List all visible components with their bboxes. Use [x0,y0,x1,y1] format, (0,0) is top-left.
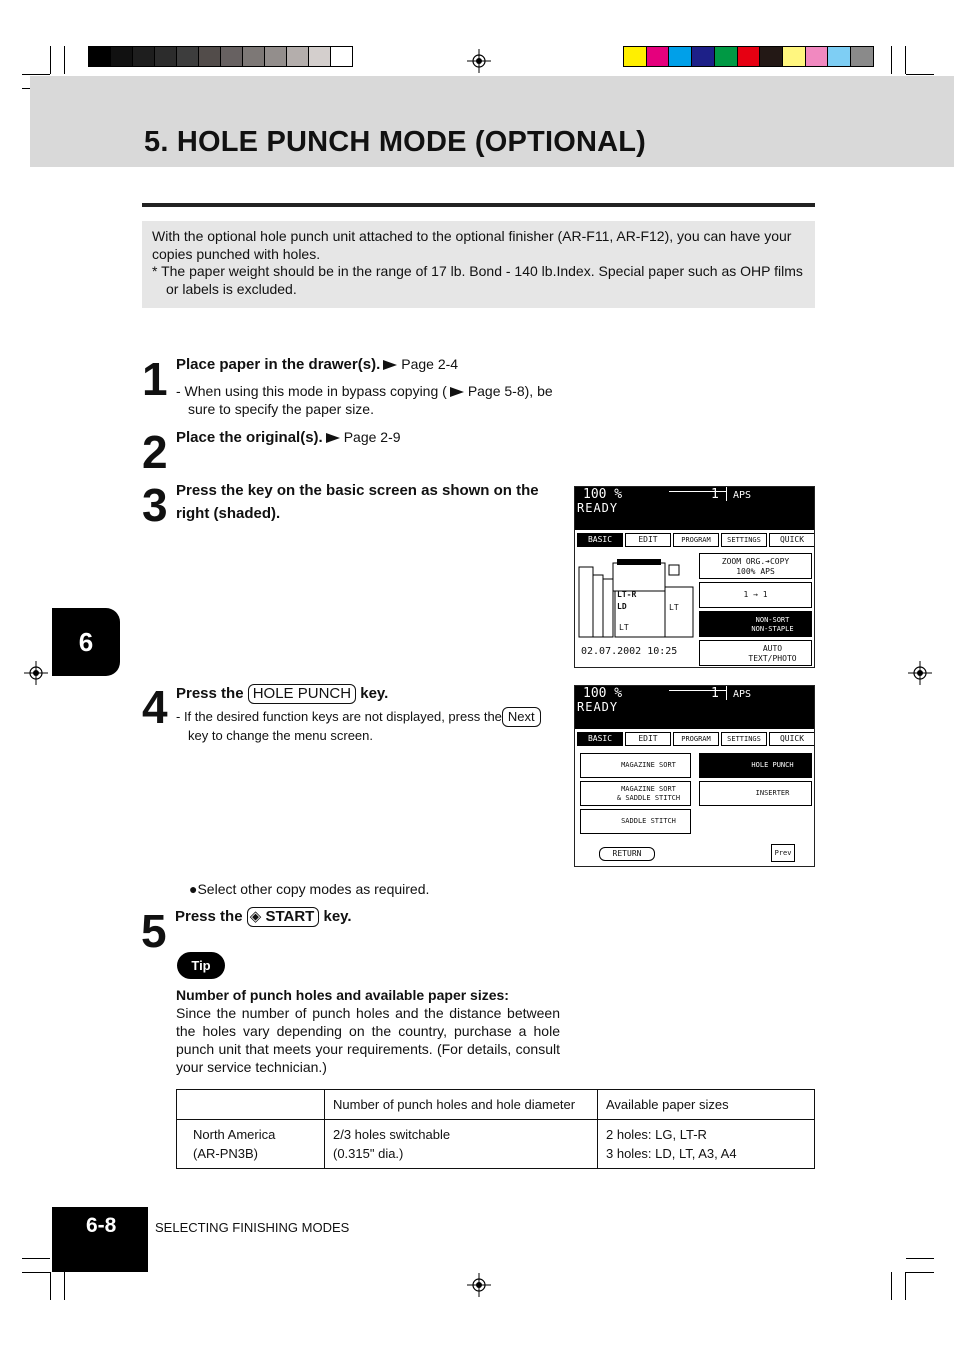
inserter-button[interactable]: INSERTER [699,781,812,806]
table-header-cell [177,1090,325,1120]
title-rule [142,203,815,207]
step-title [176,353,458,376]
tab-quick[interactable]: QUICK [769,533,815,547]
registration-mark-icon [24,661,48,685]
tab-settings[interactable]: SETTINGS [721,732,767,746]
step-title-text: Place paper in the drawer(s). [176,356,381,373]
tab-edit[interactable]: EDIT [625,533,671,547]
start-key: ◈ START [247,907,320,927]
gray-swatch [176,46,199,67]
status-text: READY [577,501,619,515]
color-swatch [850,46,874,67]
gray-swatch [286,46,309,67]
page-ref: Page 2-4 [401,356,459,372]
table-header-row [177,1090,815,1120]
tab-quick[interactable]: QUICK [769,732,815,746]
start-icon: ◈ [249,908,262,925]
image-mode-button[interactable]: AUTO TEXT/PHOTO [699,640,812,666]
screen-status-bar [575,686,814,729]
sort-staple-button[interactable]: NON-SORT NON-STAPLE [699,611,812,637]
registration-mark-icon [467,1273,491,1297]
step-number: 3 [142,479,168,531]
registration-mark-icon [467,49,491,73]
tip-heading: Number of punch holes and available paper sizes: [176,987,509,1003]
step-title: Press the key on the basic screen as shown on the right (shaded). [176,482,539,522]
tab-settings[interactable]: SETTINGS [721,533,767,547]
table-cell: 2/3 holes switchable (0.315" dia.) [325,1120,598,1169]
step-title: Press the HOLE PUNCH key. [176,685,389,702]
step-title [176,426,401,449]
step-title-text: Place the original(s). [176,429,323,446]
intro-note: * The paper weight should be in the range of 17 lb. Bond - 140 lb.Index. Special paper such as OHP films or labels is excluded. [152,263,803,297]
step-detail [176,382,566,418]
color-swatch [691,46,715,67]
step-number: 1 [142,353,168,405]
intro-text: With the optional hole punch unit attached to the optional finisher (AR-F11, AR-F12), you can have your copies punched with holes. [152,228,792,262]
color-swatch [714,46,738,67]
color-swatch [737,46,761,67]
drawer-label: LD [617,602,627,611]
copy-count: 1 [711,487,719,502]
table-header-cell: Number of punch holes and hole diameter [325,1090,598,1120]
gray-swatch [220,46,243,67]
crop-mark [64,46,65,74]
crop-mark [22,74,50,75]
table-header-cell: Available paper sizes [598,1090,815,1120]
color-swatch [805,46,829,67]
color-swatch [646,46,670,67]
crop-mark [64,1272,65,1300]
crop-mark [906,1272,934,1273]
gray-swatch [110,46,133,67]
table-cell: 2 holes: LG, LT-R 3 holes: LD, LT, A3, A4 [598,1120,815,1169]
zoom-readout: 100 % [583,487,623,502]
tab-basic[interactable]: BASIC [577,732,623,746]
crop-mark [22,1258,50,1259]
gray-swatch [154,46,177,67]
color-swatch [668,46,692,67]
crop-mark [891,1272,892,1300]
hole-punch-key: HOLE PUNCH [248,684,356,704]
screen-status-bar [575,487,814,530]
table-row [177,1120,815,1169]
color-swatch [827,46,851,67]
color-swatch [623,46,647,67]
tab-program[interactable]: PROGRAM [673,732,719,746]
next-key: Next [502,707,541,727]
magazine-saddle-button[interactable]: MAGAZINE SORT & SADDLE STITCH [580,781,691,806]
crop-mark [50,46,51,74]
tab-program[interactable]: PROGRAM [673,533,719,547]
section-title: SELECTING FINISHING MODES [155,1220,350,1235]
saddle-stitch-button[interactable]: SADDLE STITCH [580,809,691,834]
return-button[interactable]: RETURN [599,847,655,861]
page-title: 5. HOLE PUNCH MODE (OPTIONAL) [144,126,647,158]
tab-basic[interactable]: BASIC [577,533,623,547]
zoom-readout: 100 % [583,686,623,701]
page-ref: Page 5-8), be [467,383,553,399]
chapter-tab: 6 [52,608,120,676]
drawer-label: LT [669,603,679,612]
step-detail: - If the desired function keys are not displayed, press the Next key to change the menu screen. [176,707,571,745]
tip-badge: Tip [177,952,225,979]
page-ref: Page 2-9 [343,429,401,445]
crop-mark [905,1272,906,1300]
tab-edit[interactable]: EDIT [625,732,671,746]
gray-swatch [242,46,265,67]
aps-indicator: APS [733,689,752,700]
color-swatch [782,46,806,67]
crop-mark [906,74,934,75]
punch-hole-table [176,1089,815,1169]
gray-swatch [132,46,155,67]
magazine-sort-button[interactable]: MAGAZINE SORT [580,753,691,778]
registration-mark-icon [908,661,932,685]
duplex-label: 1 → 1 [743,590,768,599]
page-number-box [52,1207,148,1272]
step-detail-text: - When using this mode in bypass copying ( [176,383,447,399]
date-time: 02.07.2002 10:25 [581,646,678,657]
arrow-icon [383,360,397,370]
drawer-label: LT-R [617,590,637,599]
step-number: 4 [142,681,168,733]
color-swatch [759,46,783,67]
gray-swatch [88,46,111,67]
page-number: 6-8 [86,1214,117,1237]
gray-swatch [308,46,331,67]
bullet-icon: ● [189,881,198,897]
gray-swatch [330,46,353,67]
crop-mark [906,1258,934,1259]
step-number: 2 [142,426,168,478]
gray-swatch [264,46,287,67]
intro-box [142,221,815,308]
tip-body: Since the number of punch holes and the distance between the holes vary depending on the country, purchase a hole punch unit that meets your requirements. (For details, consult your service technician.) [176,1005,560,1075]
aps-indicator: APS [733,490,752,501]
hole-punch-button[interactable]: HOLE PUNCH [699,753,812,778]
crop-mark [905,46,906,74]
crop-mark [22,1272,50,1273]
crop-mark [891,46,892,74]
prev-button[interactable]: Prev [771,844,795,862]
status-text: READY [577,700,619,714]
duplex-button[interactable] [699,582,812,608]
control-panel-screen-finishing [574,685,815,867]
arrow-icon [450,387,464,397]
crop-mark [50,1272,51,1300]
control-panel-screen-basic [574,486,815,668]
step-number: 5 [141,905,167,957]
step-title: Press the ◈ START key. [175,908,352,925]
copy-count: 1 [711,686,719,701]
step-detail-text: sure to specify the paper size. [188,401,374,417]
arrow-icon [326,433,340,443]
gray-swatch [198,46,221,67]
bullet-note: ●Select other copy modes as required. [189,881,430,897]
table-cell: North America (AR-PN3B) [177,1120,325,1169]
drawer-label: LT [619,623,629,632]
zoom-button[interactable]: ZOOM ORG.➔COPY 100% APS [699,553,812,579]
